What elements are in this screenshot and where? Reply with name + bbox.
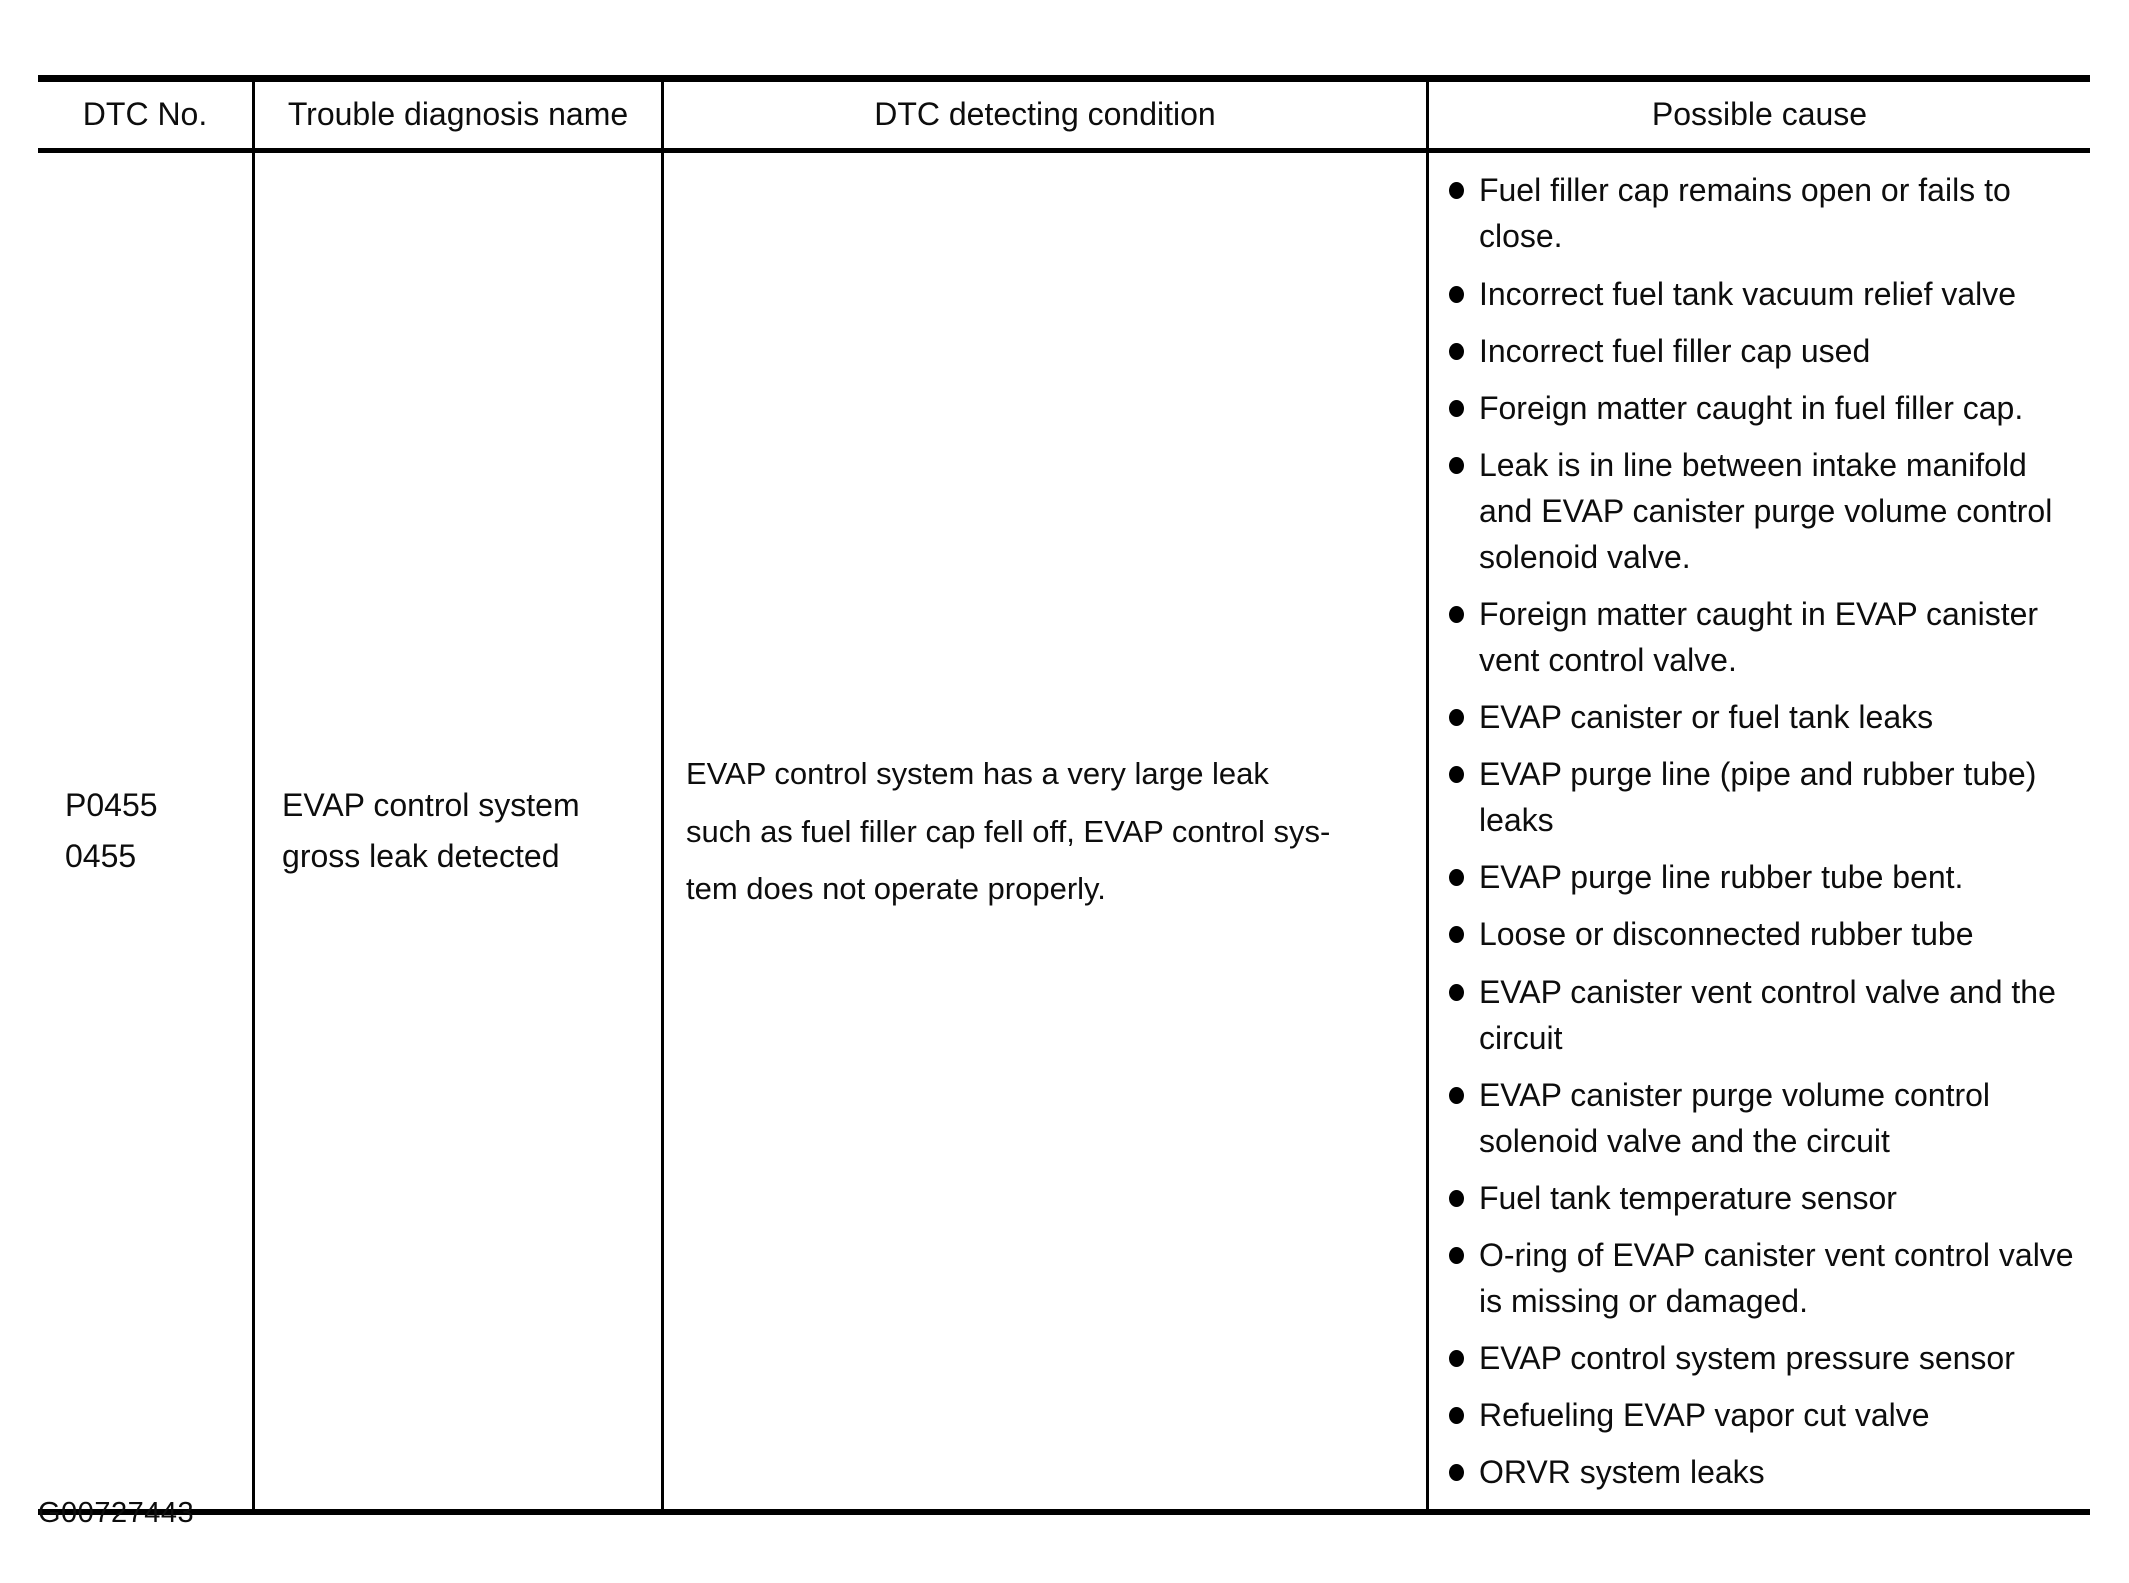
trouble-diagnosis-name-cell	[252, 153, 661, 1509]
column-header: DTC No.	[82, 96, 208, 132]
possible-cause-text: EVAP canister or fuel tank leaks	[1478, 699, 1934, 736]
column-header: Possible cause	[1426, 82, 2090, 148]
possible-cause-text: EVAP purge line (pipe and rubber tube) leaks	[1478, 756, 2037, 839]
possible-cause-text: ORVR system leaks	[1478, 1454, 1765, 1491]
possible-cause-item	[1447, 1072, 2086, 1164]
bullet-icon	[1449, 1464, 1464, 1481]
detecting-condition-line: EVAP control system has a very large leak	[685, 756, 1269, 792]
possible-cause-item	[1447, 1335, 2086, 1381]
possible-cause-item	[1447, 694, 2086, 740]
trouble-diagnosis-name: EVAP control system gross leak detected	[282, 787, 580, 875]
bullet-icon	[1449, 457, 1464, 474]
possible-cause-item	[1447, 1449, 2086, 1495]
possible-cause-item	[1447, 969, 2086, 1061]
bullet-icon	[1449, 1407, 1464, 1424]
possible-causes-list	[1429, 153, 2090, 1509]
detecting-condition-line: such as fuel filler cap fell off, EVAP control sys-	[685, 813, 1331, 849]
possible-cause-item	[1447, 328, 2086, 374]
bullet-icon	[1449, 1087, 1464, 1104]
possible-cause-item	[1447, 854, 2086, 900]
bullet-icon	[1449, 400, 1464, 417]
dtc-table	[38, 75, 2090, 1515]
possible-cause-item	[1447, 271, 2086, 317]
dtc-detecting-condition-cell	[661, 153, 1426, 1509]
possible-cause-text: Loose or disconnected rubber tube	[1478, 916, 1974, 953]
possible-cause-item	[1447, 1392, 2086, 1438]
possible-cause-item	[1447, 385, 2086, 431]
possible-cause-item	[1447, 751, 2086, 843]
possible-cause-text: EVAP control system pressure sensor	[1478, 1340, 2015, 1377]
possible-cause-item	[1447, 167, 2086, 259]
bullet-icon	[1449, 926, 1464, 943]
bullet-icon	[1449, 1247, 1464, 1264]
possible-cause-item	[1447, 911, 2086, 957]
possible-cause-cell	[1426, 153, 2090, 1509]
detecting-condition-line: tem does not operate properly.	[685, 871, 1106, 907]
bullet-icon	[1449, 182, 1464, 199]
bullet-icon	[1449, 766, 1464, 783]
bullet-icon	[1449, 286, 1464, 303]
figure-id-label: G00727443	[38, 1497, 195, 1529]
possible-cause-text: Incorrect fuel tank vacuum relief valve	[1478, 275, 2017, 312]
possible-cause-text: O-ring of EVAP canister vent control valve is missing or damaged.	[1478, 1236, 2074, 1320]
possible-cause-text: Foreign matter caught in EVAP canister vent control valve.	[1478, 596, 2039, 679]
bullet-icon	[1449, 606, 1464, 623]
possible-cause-item	[1447, 442, 2086, 580]
table-row	[38, 153, 2090, 1509]
possible-cause-text: Fuel filler cap remains open or fails to close.	[1478, 172, 2011, 255]
bullet-icon	[1449, 343, 1464, 360]
column-header: DTC detecting condition	[661, 82, 1426, 148]
dtc-no-cell	[38, 153, 252, 1509]
possible-cause-text: EVAP canister purge volume control solenoid valve and the circuit	[1478, 1076, 1991, 1159]
possible-cause-text: Incorrect fuel filler cap used	[1478, 332, 1871, 369]
possible-cause-text: Leak is in line between intake manifold and EVAP canister purge volume control solenoid valve.	[1478, 446, 2053, 575]
bullet-icon	[1449, 1190, 1464, 1207]
dtc-number: 0455	[65, 838, 137, 875]
possible-cause-item	[1447, 1175, 2086, 1221]
possible-cause-item	[1447, 591, 2086, 683]
possible-cause-text: Fuel tank temperature sensor	[1478, 1179, 1897, 1216]
possible-cause-text: EVAP canister vent control valve and the circuit	[1478, 973, 2056, 1056]
possible-cause-text: Foreign matter caught in fuel filler cap.	[1478, 389, 2024, 426]
bullet-icon	[1449, 1350, 1464, 1367]
possible-cause-text: Refueling EVAP vapor cut valve	[1478, 1397, 1930, 1434]
column-header: Trouble diagnosis name	[252, 82, 661, 148]
bullet-icon	[1449, 709, 1464, 726]
dtc-number: P0455	[65, 787, 158, 824]
table-header-row	[38, 82, 2090, 153]
possible-cause-item	[1447, 1232, 2086, 1324]
bullet-icon	[1449, 984, 1464, 1001]
bullet-icon	[1449, 869, 1464, 886]
possible-cause-text: EVAP purge line rubber tube bent.	[1478, 859, 1964, 896]
